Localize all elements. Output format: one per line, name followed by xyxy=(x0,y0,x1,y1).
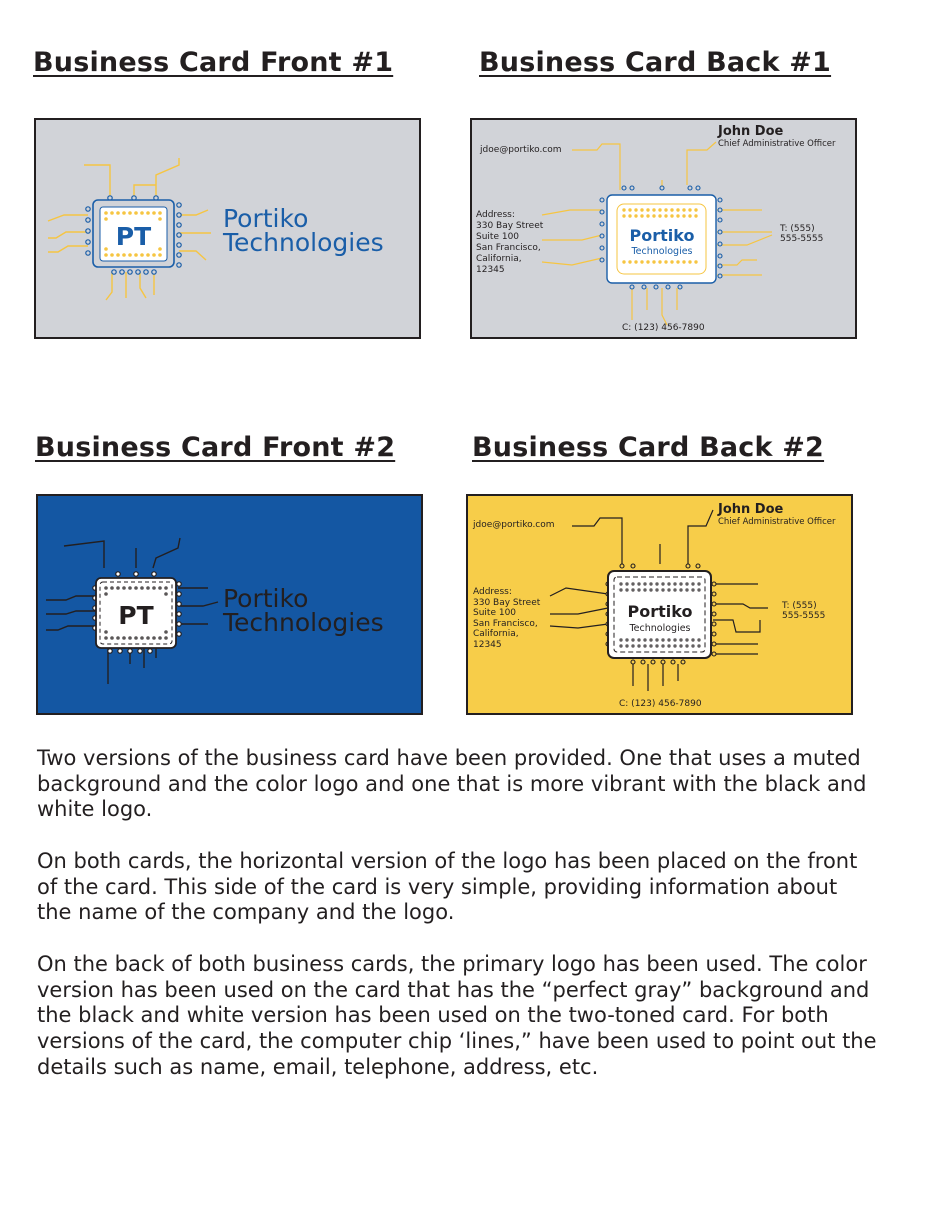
company-name-line-2: Technologies xyxy=(223,608,384,637)
contact-email[interactable]: jdoe@portiko.com xyxy=(473,520,555,530)
contact-phone: T: (555) 555-5555 xyxy=(780,224,824,244)
card-back-1 xyxy=(470,118,857,339)
contact-address: Address: 330 Bay Street Suite 100 San Francisco, California, 12345 xyxy=(473,587,541,650)
monogram: PT xyxy=(115,222,152,251)
heading-front-1: Business Card Front #1 xyxy=(33,47,394,78)
heading-front-2: Business Card Front #2 xyxy=(35,432,396,463)
paragraph-3: On the back of both business cards, the primary logo has been used. The color version has been used on the card that has the “perfect gray” background and the black and white version has been used on the two-toned card. For both versions of the card, the computer chip ‘lines,” have been used to point out the details such as name, email, telephone, address, etc. xyxy=(37,952,877,1079)
logo-line-2: Technologies xyxy=(631,246,693,257)
card-front-1 xyxy=(34,118,421,339)
contact-cell: C: (123) 456-7890 xyxy=(622,323,705,333)
company-name-line-1: Portiko xyxy=(223,204,309,233)
contact-title: Chief Administrative Officer xyxy=(718,139,836,149)
heading-back-1: Business Card Back #1 xyxy=(479,47,832,78)
card-front-2 xyxy=(36,494,423,715)
company-name-line-2: Technologies xyxy=(223,228,384,257)
logo-line-2: Technologies xyxy=(629,623,691,634)
monogram: PT xyxy=(118,601,154,630)
heading-back-2: Business Card Back #2 xyxy=(472,432,825,463)
contact-name: John Doe xyxy=(718,124,784,139)
contact-address: Address: 330 Bay Street Suite 100 San Francisco, California, 12345 xyxy=(476,210,544,275)
paragraph-2: On both cards, the horizontal version of the logo has been placed on the front of the card. This side of the card is very simple, providing information about the name of the company and the logo. xyxy=(37,849,858,925)
contact-name: John Doe xyxy=(718,502,784,517)
logo-line-1: Portiko xyxy=(629,226,695,245)
company-name-line-1: Portiko xyxy=(223,584,309,613)
contact-cell: C: (123) 456-7890 xyxy=(619,699,702,709)
card-back-2 xyxy=(466,494,853,715)
contact-phone: T: (555) 555-5555 xyxy=(782,601,826,621)
contact-email[interactable]: jdoe@portiko.com xyxy=(480,145,562,155)
paragraph-1: Two versions of the business card have been provided. One that uses a muted background and the color logo and one that is more vibrant with the black and white logo. xyxy=(37,746,867,822)
logo-line-1: Portiko xyxy=(627,602,693,621)
contact-title: Chief Administrative Officer xyxy=(718,517,836,527)
